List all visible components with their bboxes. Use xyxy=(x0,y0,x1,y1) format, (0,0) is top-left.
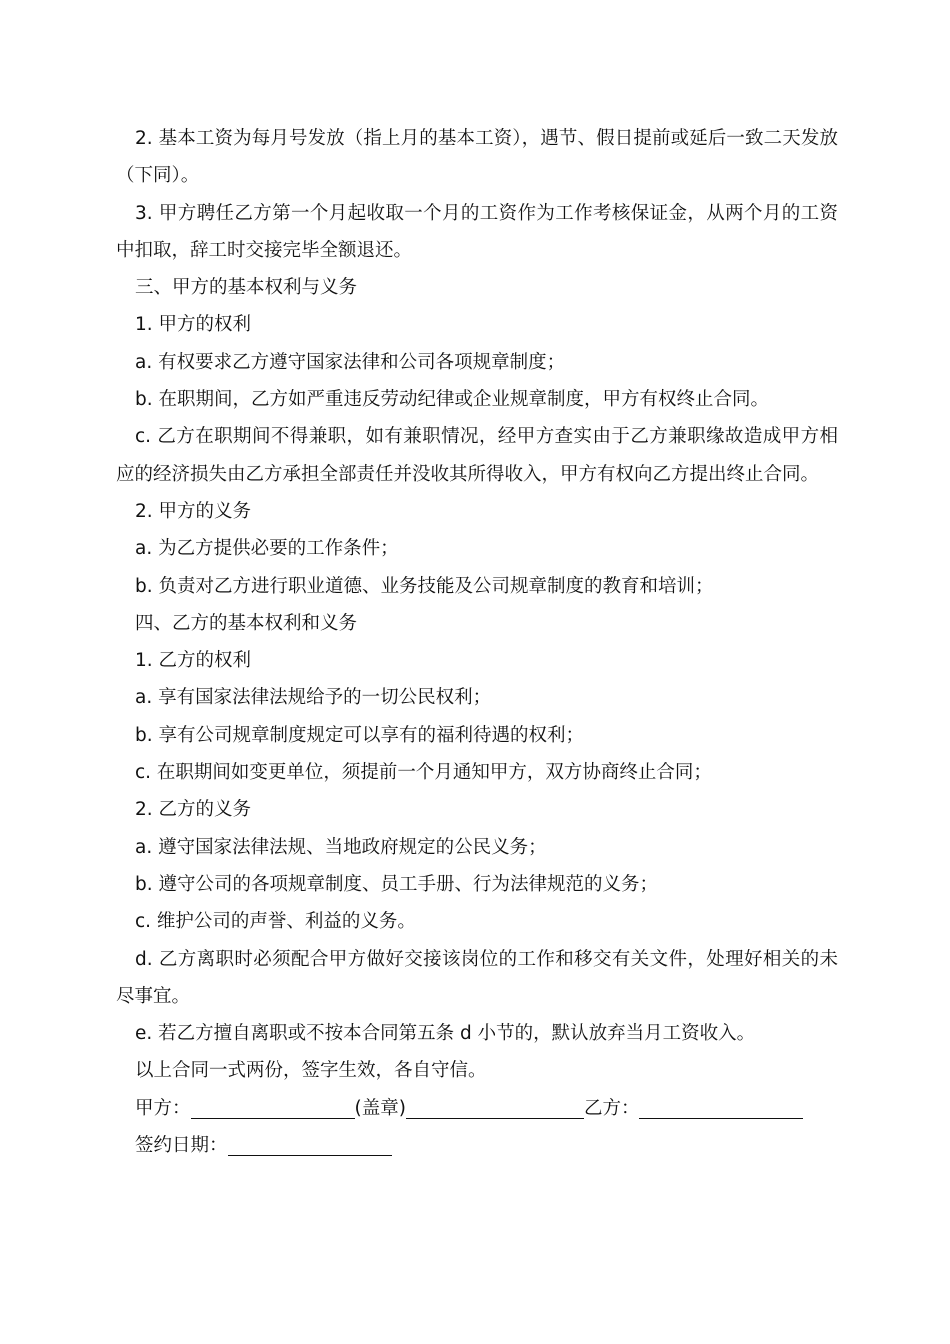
party-b-label: 乙方： xyxy=(583,1097,640,1119)
seal-label: (盖章) xyxy=(354,1097,406,1119)
subheading-party-a-rights: 1. 甲方的权利 xyxy=(135,314,252,336)
list-item: b. 负责对乙方进行职业道德、业务技能及公司规章制度的教育和培训； xyxy=(135,575,714,597)
paragraph-deposit: 3. 甲方聘任乙方第一个月起收取一个月的工资作为工作考核保证金，从两个月的工资中扣取，辞工时交接完毕全额退还。 xyxy=(116,202,838,261)
seal-blank[interactable] xyxy=(406,1094,584,1119)
list-item: e. 若乙方擅自离职或不按本合同第五条 d 小节的，默认放弃当月工资收入。 xyxy=(135,1023,756,1045)
subheading-party-b-rights: 1. 乙方的权利 xyxy=(135,650,252,672)
list-item: a. 为乙方提供必要的工作条件； xyxy=(135,538,399,560)
list-item: a. 遵守国家法律法规、当地政府规定的公民义务； xyxy=(135,836,547,858)
list-item: c. 乙方在职期间不得兼职，如有兼职情况，经甲方查实由于乙方兼职缘故造成甲方相应的经济损失由乙方承担全部责任并没收其所得收入，甲方有权向乙方提出终止合同。 xyxy=(116,426,838,485)
signature-row xyxy=(116,1090,838,1127)
party-a-signature-blank[interactable] xyxy=(191,1094,355,1119)
party-b-signature-blank[interactable] xyxy=(639,1094,803,1119)
subheading-party-b-duties: 2. 乙方的义务 xyxy=(135,799,252,821)
date-label: 签约日期： xyxy=(135,1135,228,1157)
list-item: b. 遵守公司的各项规章制度、员工手册、行为法律规范的义务； xyxy=(135,873,659,895)
list-item: c. 在职期间如变更单位，须提前一个月通知甲方，双方协商终止合同； xyxy=(135,762,712,784)
party-a-label: 甲方： xyxy=(135,1097,191,1119)
closing-statement: 以上合同一式两份，签字生效，各自守信。 xyxy=(135,1060,487,1082)
paragraph-salary-date: 2. 基本工资为每月号发放（指上月的基本工资），遇节、假日提前或延后一致二天发放（下同）。 xyxy=(116,128,838,187)
section-heading-party-b: 四、乙方的基本权利和义务 xyxy=(135,612,358,634)
section-heading-party-a: 三、甲方的基本权利与义务 xyxy=(135,277,358,299)
list-item: a. 享有国家法律法规给予的一切公民权利； xyxy=(135,687,492,709)
date-row xyxy=(116,1127,838,1164)
subheading-party-a-duties: 2. 甲方的义务 xyxy=(135,500,252,522)
list-item: a. 有权要求乙方遵守国家法律和公司各项规章制度； xyxy=(135,351,566,373)
document-body xyxy=(116,120,838,1164)
list-item: d. 乙方离职时必须配合甲方做好交接该岗位的工作和移交有关文件，处理好相关的未尽事宜。 xyxy=(116,948,838,1007)
list-item: b. 在职期间，乙方如严重违反劳动纪律或企业规章制度，甲方有权终止合同。 xyxy=(135,389,770,411)
date-blank[interactable] xyxy=(228,1131,392,1156)
list-item: c. 维护公司的声誉、利益的义务。 xyxy=(135,911,416,933)
list-item: b. 享有公司规章制度规定可以享有的福利待遇的权利； xyxy=(135,724,585,746)
